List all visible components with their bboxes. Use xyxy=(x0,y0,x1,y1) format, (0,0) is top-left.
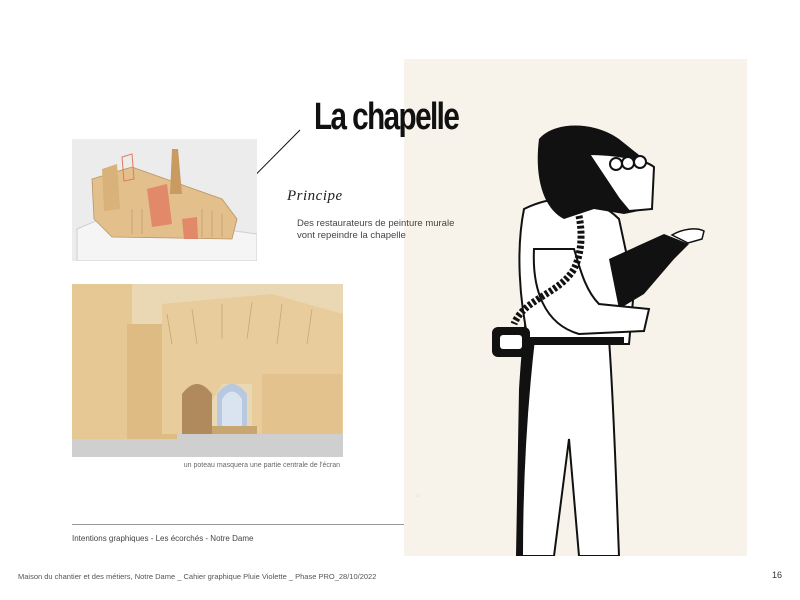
divider xyxy=(72,524,404,525)
page-title: La chapelle xyxy=(314,96,459,138)
principe-text xyxy=(297,218,497,242)
chapel-interior-image xyxy=(72,284,343,457)
image-caption: un poteau masquera une partie centrale de l'écran xyxy=(183,462,340,469)
watermark: ◦ xyxy=(416,490,420,502)
page-number: 16 xyxy=(771,570,782,580)
section-label: Intentions graphiques - Les écorchés - Notre Dame xyxy=(72,534,254,543)
principe-line-2: vont repeindre la chapelle xyxy=(297,230,406,241)
footer-text: Maison du chantier et des métiers, Notre Dame _ Cahier graphique Pluie Violette _ Phase PRO_28/10/2022 xyxy=(18,572,377,581)
principe-line-1: Des restaurateurs de peinture murale xyxy=(297,218,455,229)
cathedral-model-image xyxy=(72,139,257,261)
principe-heading: Principe xyxy=(287,188,343,204)
